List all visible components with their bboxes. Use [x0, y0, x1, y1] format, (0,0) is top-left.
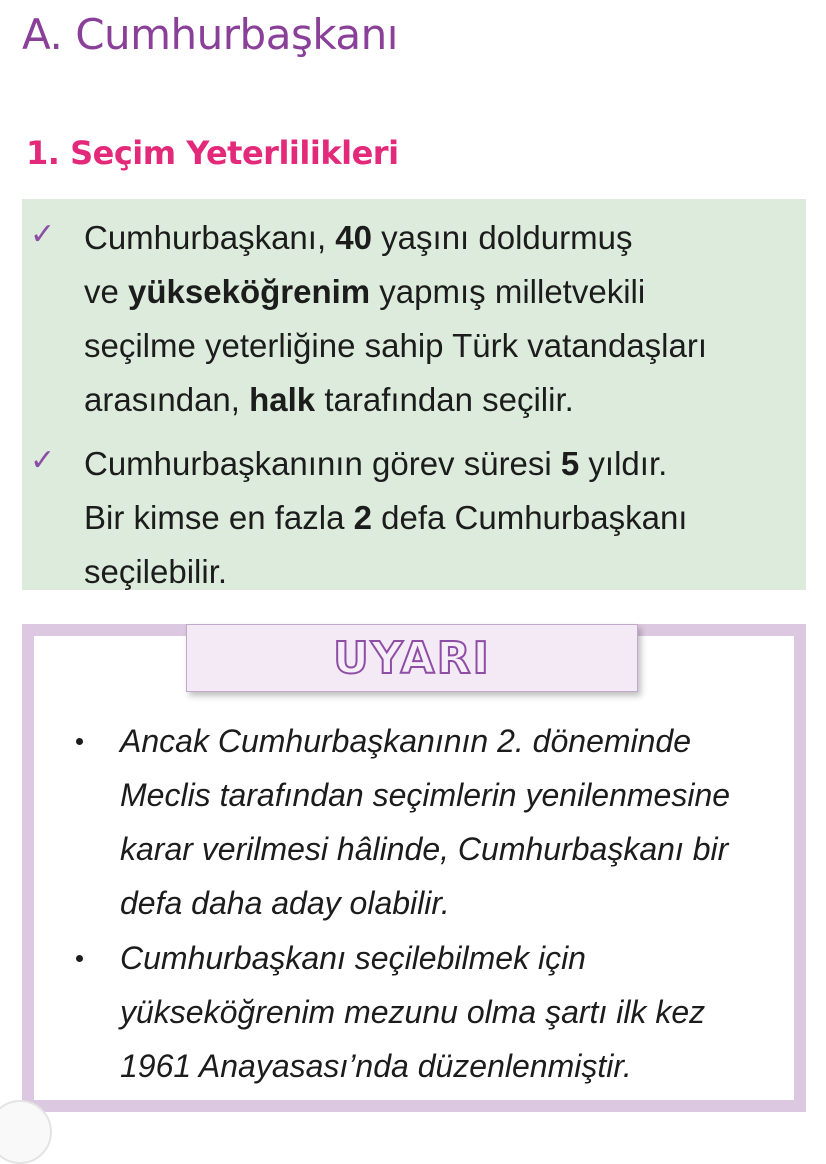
emphasis-text: 2 — [353, 499, 372, 536]
warning-box — [22, 624, 806, 1112]
warning-label-tab — [186, 624, 638, 692]
section-subtitle: 1. Seçim Yeterlilikleri — [26, 134, 399, 172]
text-line: defa daha aday olabilir. — [120, 885, 450, 921]
text-line — [84, 265, 707, 319]
check-icon: ✓ — [30, 443, 56, 478]
check-icon: ✓ — [30, 217, 56, 252]
text-segment: Bir kimse en fazla — [84, 499, 354, 536]
text-line: karar verilmesi hâlinde, Cumhurbaşkanı bir — [120, 831, 729, 867]
text-line: Cumhurbaşkanı seçilebilmek için — [120, 940, 586, 976]
text-line — [84, 491, 687, 545]
text-line: Ancak Cumhurbaşkanının 2. döneminde — [120, 723, 692, 759]
text-line: 1961 Anayasası’nda düzenlenmiştir. — [120, 1048, 632, 1084]
text-segment: seçilme yeterliğine sahip Türk vatandaşları — [84, 327, 708, 364]
text-line — [84, 373, 707, 427]
page-title: A. Cumhurbaşkanı — [22, 10, 398, 59]
text-line — [84, 211, 707, 265]
warning-label: UYARI — [333, 632, 491, 684]
eligibility-box — [22, 199, 806, 590]
text-line — [84, 437, 687, 491]
text-segment: Cumhurbaşkanı, — [84, 219, 336, 256]
check-item-text — [84, 437, 687, 599]
text-line — [84, 545, 687, 599]
text-segment: Cumhurbaşkanının görev süresi — [84, 445, 561, 482]
text-segment: defa Cumhurbaşkanı — [371, 499, 688, 536]
text-segment: arasından, — [84, 381, 250, 418]
text-segment: seçilebilir. — [84, 553, 228, 590]
emphasis-text: 40 — [335, 219, 373, 256]
text-line: Meclis tarafından seçimlerin yenilenmesine — [120, 777, 731, 813]
emphasis-text: 5 — [560, 445, 580, 482]
text-line: yükseköğrenim mezunu olma şartı ilk kez — [120, 994, 706, 1030]
text-segment: yıldır. — [579, 445, 668, 482]
text-segment: yaşını doldurmuş — [372, 219, 633, 256]
text-segment: yapmış milletvekili — [370, 273, 646, 310]
text-segment: ve — [84, 273, 129, 310]
check-item-text — [84, 211, 707, 427]
emphasis-text: yükseköğrenim — [128, 273, 371, 310]
emphasis-text: halk — [249, 381, 316, 418]
bullet-dot-icon — [76, 955, 83, 962]
text-line — [84, 319, 707, 373]
bullet-dot-icon — [76, 738, 83, 745]
warning-bullet-text — [120, 931, 705, 1093]
text-segment: tarafından seçilir. — [315, 381, 574, 418]
warning-bullet-text — [120, 714, 730, 930]
